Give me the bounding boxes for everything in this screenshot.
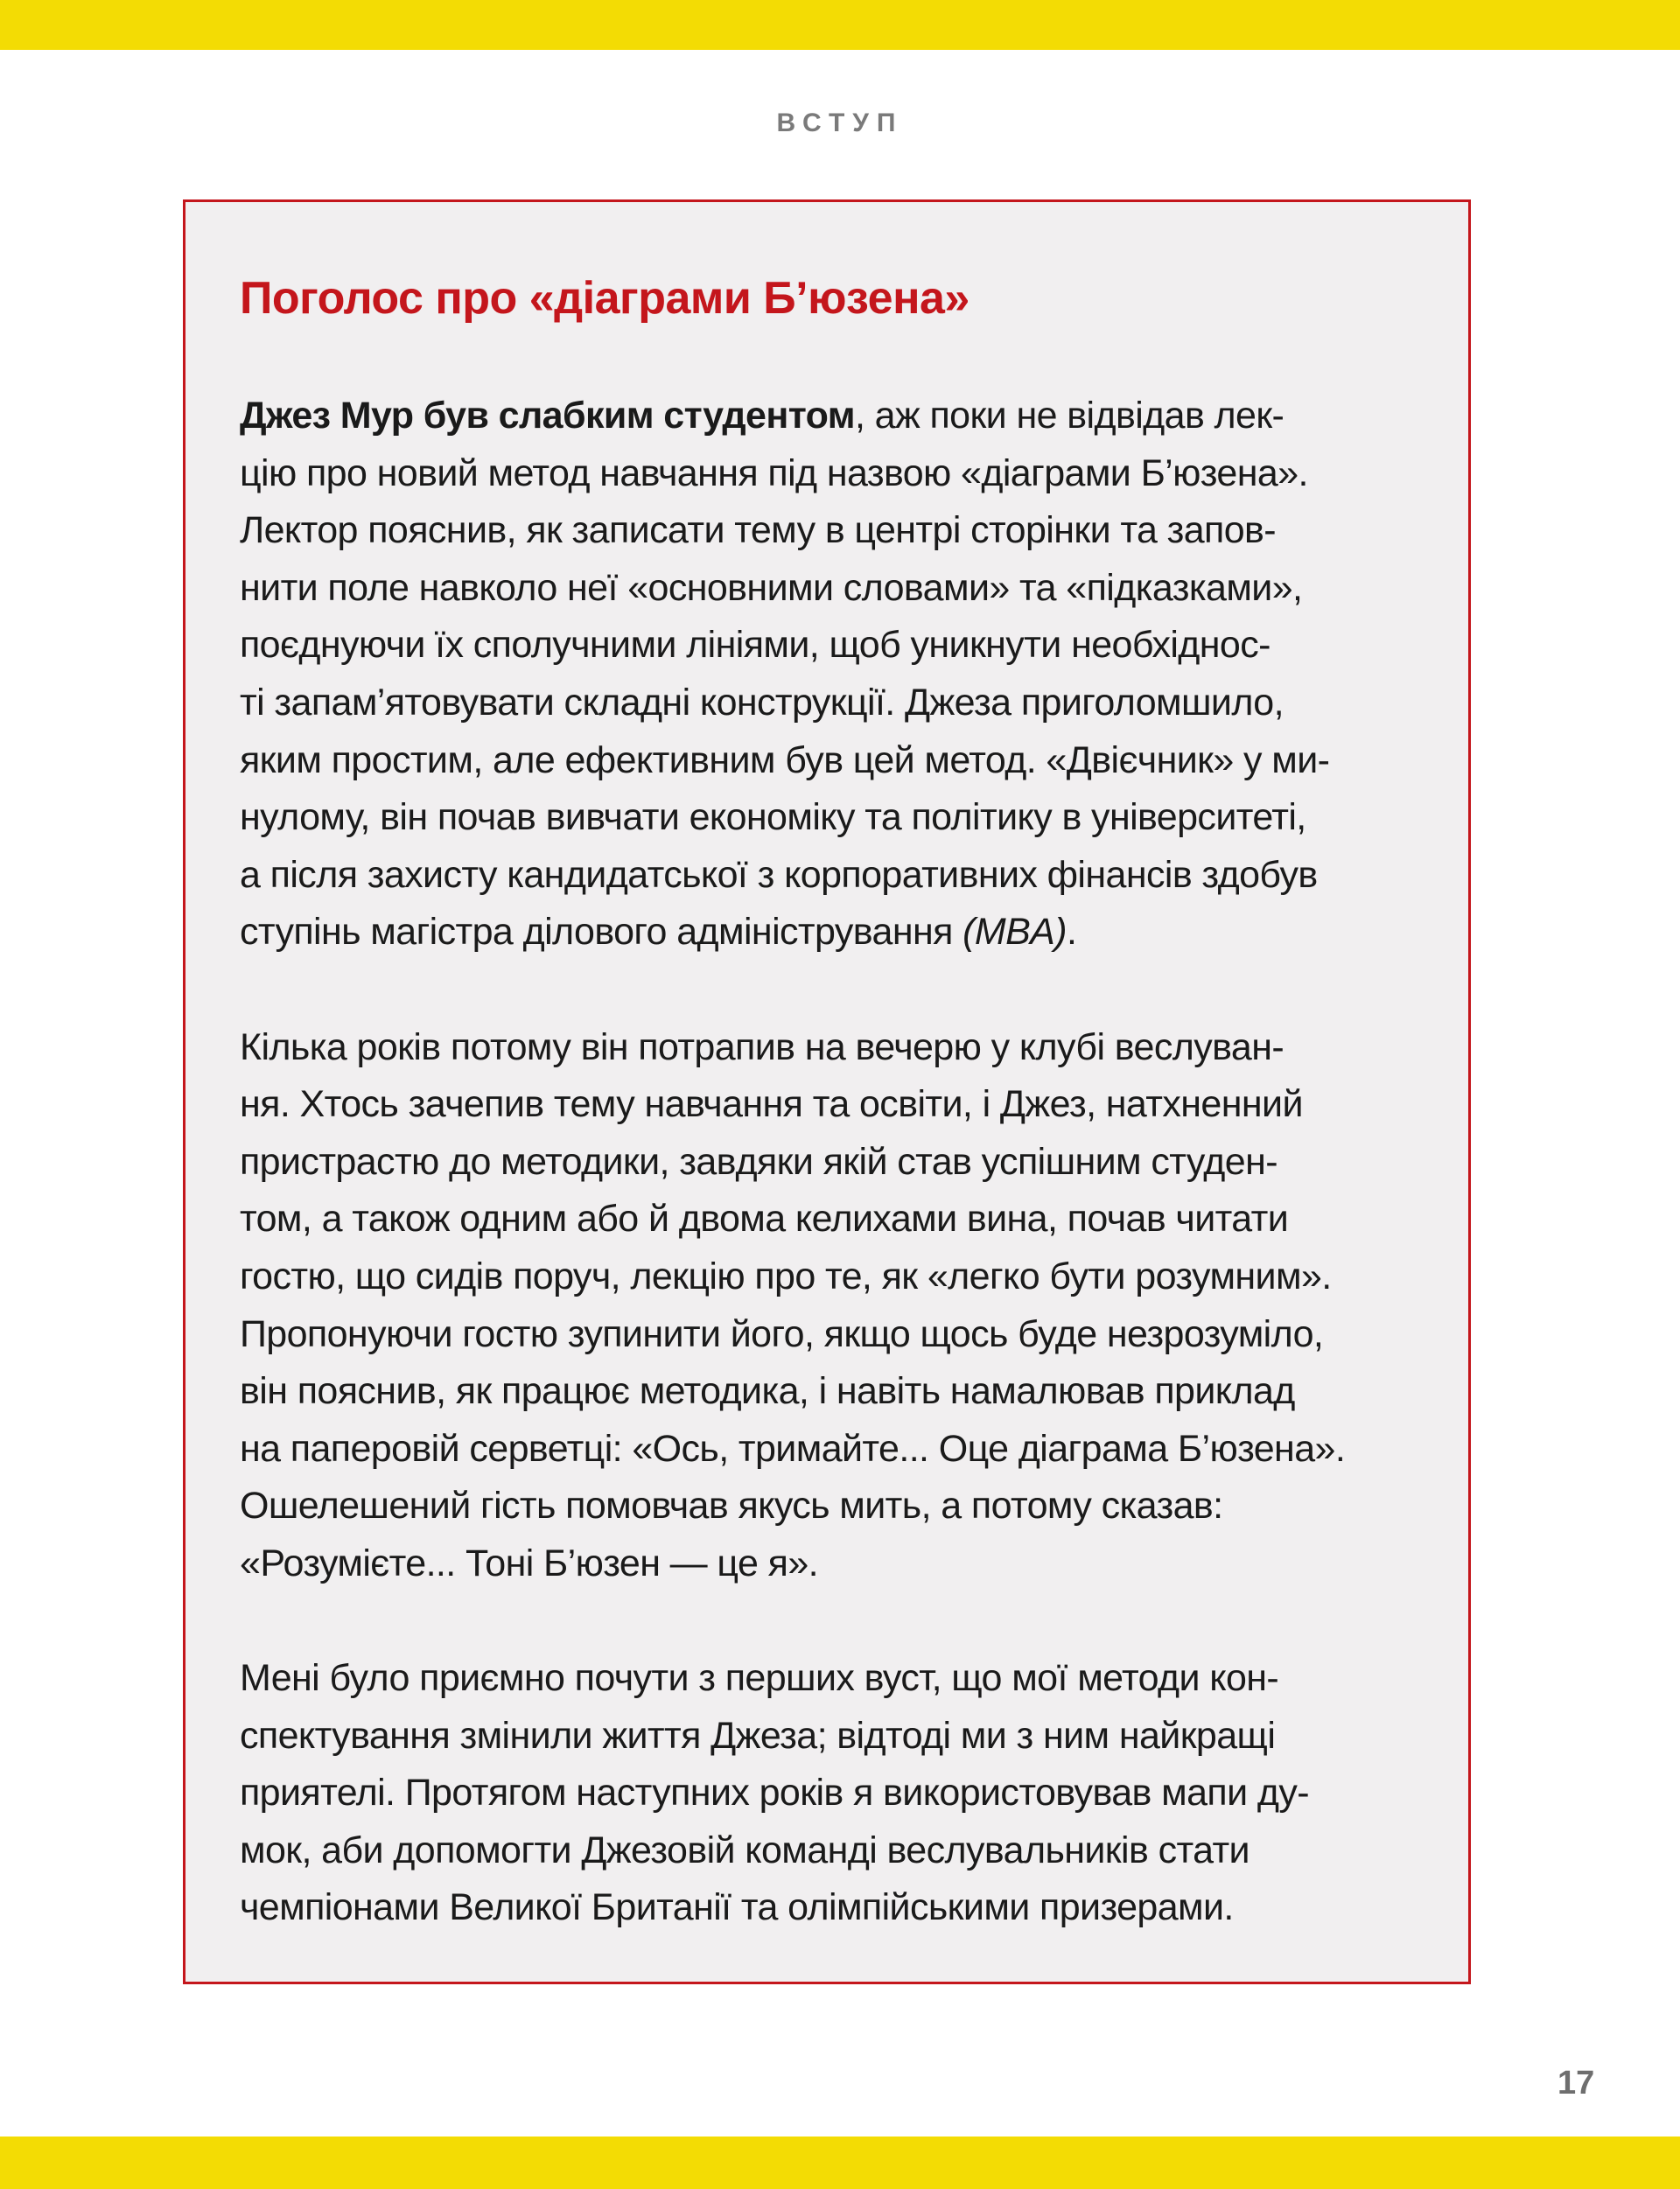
top-yellow-bar	[0, 0, 1680, 50]
text-segment: Пропонуючи гостю зупинити його, якщо щось буде незрозуміло,	[240, 1312, 1324, 1355]
text-line	[240, 675, 1447, 732]
paragraph	[240, 1019, 1447, 1593]
text-segment: на паперовій серветці: «Ось, тримайте... Оце діаграма Б’юзена».	[240, 1427, 1346, 1470]
text-line	[240, 1650, 1447, 1708]
text-line	[240, 1248, 1447, 1306]
bottom-yellow-bar	[0, 2137, 1680, 2189]
text-line	[240, 1019, 1447, 1077]
text-segment: ступінь магістра ділового адміністрування	[240, 911, 963, 954]
text-line	[240, 1708, 1447, 1766]
text-segment: чемпіонами Великої Британії та олімпійськими призерами.	[240, 1886, 1234, 1929]
text-line	[240, 617, 1447, 675]
text-segment: мок, аби допомогти Джезовій команді веслувальників стати	[240, 1829, 1250, 1871]
text-segment: поєднуючи їх сполучними лініями, щоб уникнути необхіднос-	[240, 624, 1270, 667]
text-segment: ті запам’ятовувати складні конструкції. Джеза приголомшило,	[240, 681, 1284, 724]
text-segment: пристрастю до методики, завдяки якій став успішним студен-	[240, 1140, 1278, 1183]
text-line	[240, 1191, 1447, 1248]
text-segment: Ошелешений гість помовчав якусь мить, а потому сказав:	[240, 1485, 1223, 1528]
text-segment: приятелі. Протягом наступних років я використовував мапи ду-	[240, 1772, 1309, 1815]
running-head: ВСТУП	[776, 108, 904, 137]
text-segment: том, а також одним або й двома келихами вина, почав читати	[240, 1198, 1289, 1241]
italic-text: (MBA)	[962, 911, 1067, 954]
text-line	[240, 388, 1447, 445]
text-line	[240, 502, 1447, 560]
text-line	[240, 789, 1447, 847]
text-segment: а після захисту кандидатської з корпоративних фінансів здобув	[240, 853, 1318, 896]
text-line	[240, 732, 1447, 790]
text-line	[240, 560, 1447, 618]
text-line	[240, 1765, 1447, 1822]
text-line	[240, 1421, 1447, 1479]
text-line	[240, 1822, 1447, 1880]
text-line	[240, 1306, 1447, 1364]
bold-lead-in: Джез Мур був слабким студентом	[240, 395, 855, 437]
text-segment: «Розумієте... Тоні Б’юзен — це я».	[240, 1542, 818, 1584]
text-line	[240, 1134, 1447, 1192]
text-segment: нити поле навколо неї «основними словами» та «підказками»,	[240, 566, 1303, 609]
text-line	[240, 1076, 1447, 1134]
box-body	[240, 388, 1447, 1995]
text-segment: яким простим, але ефективним був цей метод. «Двієчник» у ми-	[240, 738, 1330, 781]
text-line	[240, 904, 1447, 962]
paragraph	[240, 388, 1447, 962]
text-segment: ня. Хтось зачепив тему навчання та освіти, і Джез, натхненний	[240, 1083, 1303, 1126]
text-segment: .	[1066, 911, 1077, 954]
text-segment: спектування змінили життя Джеза; відтоді ми з ним найкращі	[240, 1714, 1276, 1757]
text-line	[240, 1879, 1447, 1937]
text-line	[240, 445, 1447, 503]
text-line	[240, 847, 1447, 905]
text-line	[240, 1363, 1447, 1421]
text-segment: він пояснив, як працює методика, і навіть намалював приклад	[240, 1370, 1295, 1413]
text-segment: Лектор пояснив, як записати тему в центрі сторінки та запов-	[240, 509, 1277, 552]
text-line	[240, 1478, 1447, 1535]
paragraph	[240, 1650, 1447, 1937]
text-line	[240, 1535, 1447, 1593]
page-number: 17	[1558, 2065, 1595, 2102]
text-segment: цію про новий метод навчання під назвою «діаграми Б’юзена».	[240, 451, 1308, 494]
box-title: Поголос про «діаграми Б’юзена»	[240, 273, 970, 324]
sidebar-box	[183, 199, 1471, 1984]
text-segment: Кілька років потому він потрапив на вечерю у клубі веслуван-	[240, 1025, 1284, 1068]
text-segment: гостю, що сидів поруч, лекцію про те, як «легко бути розумним».	[240, 1255, 1332, 1297]
text-segment: , аж поки не відвідав лек-	[854, 395, 1284, 437]
text-segment: нулому, він почав вивчати економіку та політику в університеті,	[240, 796, 1306, 839]
text-segment: Мені було приємно почути з перших вуст, що мої методи кон-	[240, 1657, 1279, 1700]
